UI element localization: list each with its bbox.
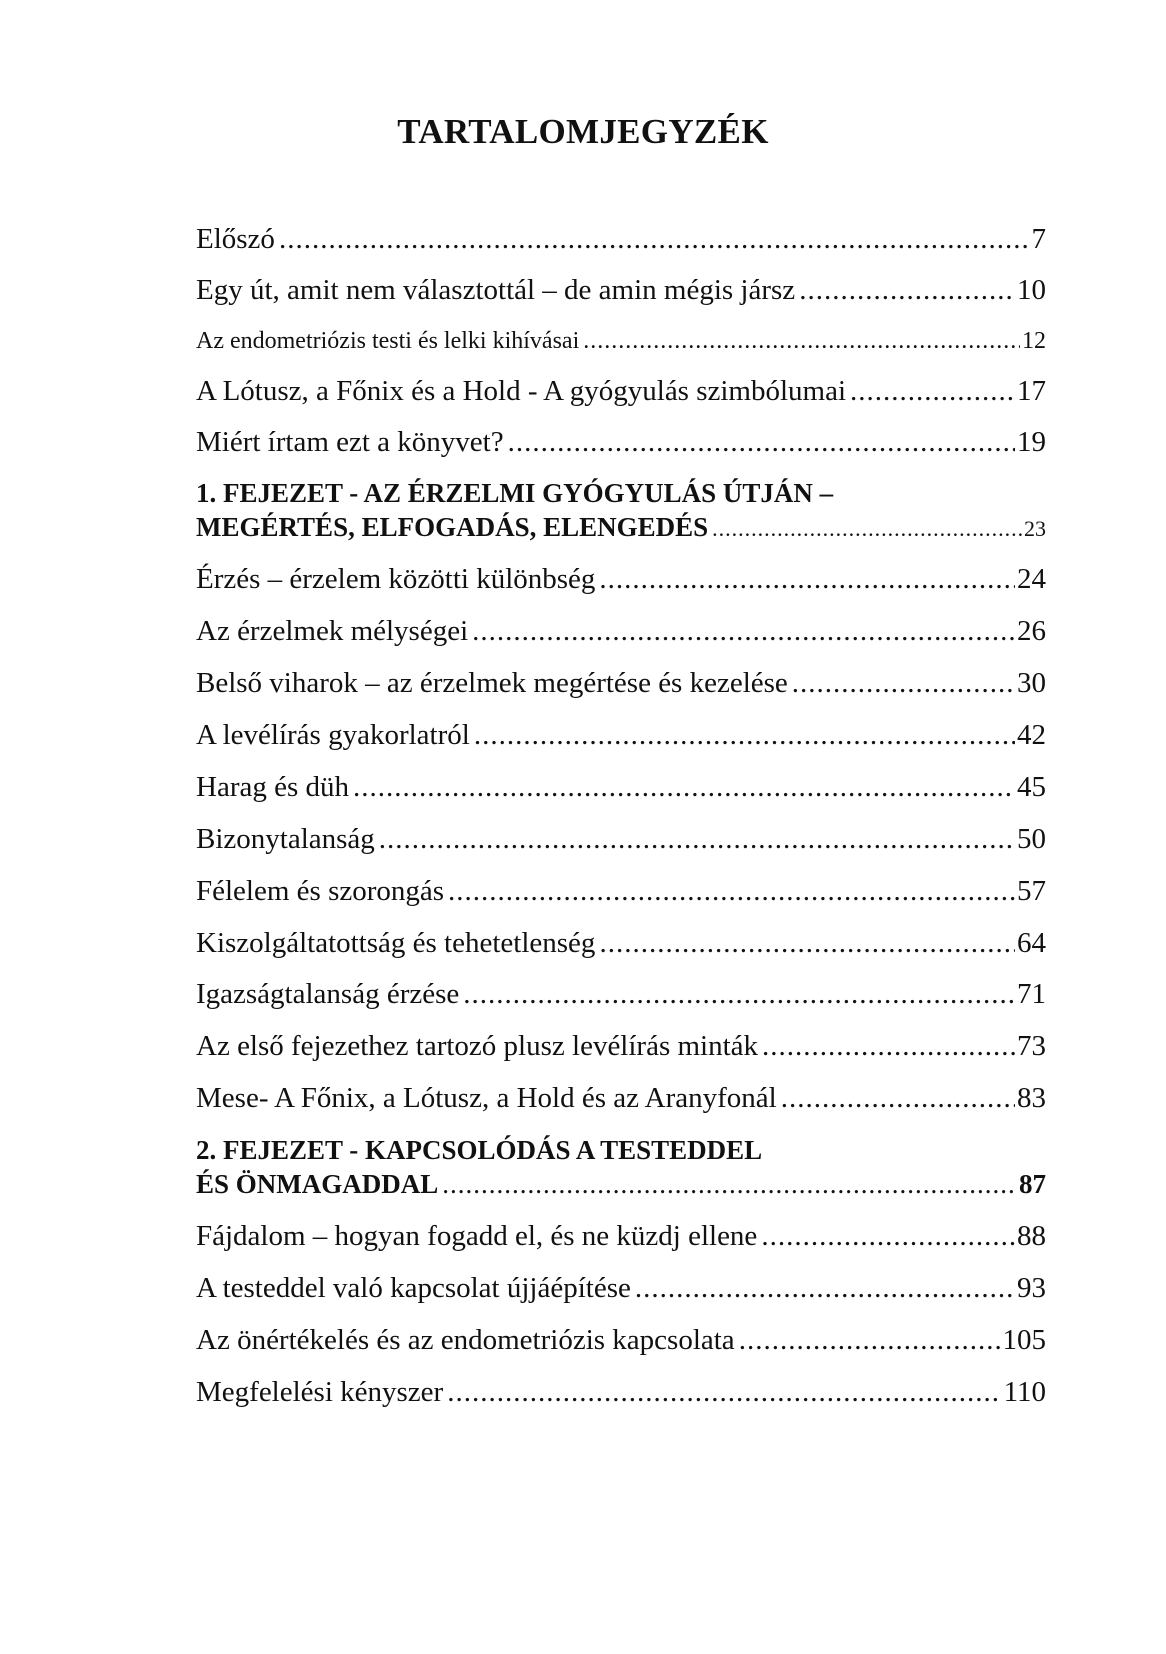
dot-leader [379, 822, 1015, 856]
toc-entry-label: Egy út, amit nem választottál – de amin mégis jársz [196, 274, 796, 306]
toc-entry[interactable] [196, 374, 1046, 408]
toc-entry-page: 87 [1019, 1169, 1046, 1199]
chapter-heading-line[interactable]: 2. FEJEZET - KAPCSOLÓDÁS A TESTEDDEL [196, 1135, 763, 1165]
toc-entry[interactable] [196, 666, 1046, 700]
toc-entry-label: Mese- A Főnix, a Lótusz, a Hold és az Aranyfonál [196, 1082, 777, 1114]
toc-entry-page: 105 [1002, 1324, 1046, 1356]
toc-entry-label: Az első fejezethez tartozó plusz levélírás minták [196, 1030, 759, 1062]
toc-entry-label: Belső viharok – az érzelmek megértése és kezelése [196, 667, 788, 699]
toc-entry[interactable] [196, 1271, 1046, 1305]
toc-entry-page: 42 [1017, 719, 1046, 751]
dot-leader [583, 324, 1020, 358]
toc-entry-page: 26 [1017, 615, 1046, 647]
dot-leader [599, 562, 1015, 596]
toc-entry[interactable] [196, 770, 1046, 804]
toc-chapter-entry[interactable] [196, 1167, 1046, 1201]
toc-entry-label: Fájdalom – hogyan fogadd el, és ne küzdj ellene [196, 1220, 758, 1252]
toc-entry-page: 88 [1017, 1220, 1046, 1252]
toc-entry[interactable] [196, 324, 1046, 358]
dot-leader [761, 1219, 1015, 1253]
toc-entry-page: 50 [1017, 823, 1046, 855]
toc-entry[interactable] [196, 1323, 1046, 1357]
toc-entry[interactable] [196, 822, 1046, 856]
toc-entry[interactable] [196, 222, 1046, 256]
toc-entry-page: 19 [1017, 426, 1046, 458]
toc-entry-page: 83 [1017, 1082, 1046, 1114]
toc-entry[interactable] [196, 718, 1046, 752]
dot-leader [463, 977, 1015, 1011]
toc-entry[interactable] [196, 614, 1046, 648]
toc-entry-label: ÉS ÖNMAGADDAL [196, 1169, 439, 1199]
toc-entry-page: 45 [1017, 771, 1046, 803]
toc-entry-label: A Lótusz, a Főnix és a Hold - A gyógyulás szimbólumai [196, 375, 847, 407]
toc-entry[interactable] [196, 1029, 1046, 1063]
dot-leader [781, 1081, 1015, 1115]
toc-entry-label: A levélírás gyakorlatról [196, 719, 470, 751]
toc-entry-page: 24 [1017, 563, 1046, 595]
page-title: TARTALOMJEGYZÉK [397, 112, 769, 151]
toc-entry[interactable] [196, 874, 1046, 908]
toc-entry[interactable] [196, 977, 1046, 1011]
dot-leader [739, 1323, 1001, 1357]
dot-leader [472, 614, 1015, 648]
toc-entry[interactable] [196, 1375, 1046, 1409]
toc-entry-label: Az érzelmek mélységei [196, 615, 469, 647]
toc-entry-page: 73 [1017, 1030, 1046, 1062]
dot-leader [279, 222, 1030, 256]
dot-leader [712, 512, 1022, 546]
toc-entry-label: Az endometriózis testi és lelki kihívásai [196, 328, 580, 354]
toc-entry[interactable] [196, 273, 1046, 307]
dot-leader [850, 374, 1015, 408]
dot-leader [799, 273, 1015, 307]
toc-entry-label: Harag és düh [196, 771, 350, 803]
chapter-heading-line[interactable]: 1. FEJEZET - AZ ÉRZELMI GYÓGYULÁS ÚTJÁN – [196, 478, 834, 508]
dot-leader [792, 666, 1015, 700]
toc-entry-label: Félelem és szorongás [196, 875, 445, 907]
toc-entry-label: MEGÉRTÉS, ELFOGADÁS, ELENGEDÉS [196, 512, 709, 542]
toc-entry-page: 93 [1017, 1272, 1046, 1304]
toc-entry-label: A testeddel való kapcsolat újjáépítése [196, 1272, 631, 1304]
toc-entry-label: Az önértékelés és az endometriózis kapcsolata [196, 1324, 735, 1356]
dot-leader [599, 926, 1015, 960]
toc-entry-page: 64 [1017, 927, 1046, 959]
dot-leader [448, 874, 1015, 908]
toc-entry-page: 110 [1003, 1376, 1046, 1408]
toc-entry-label: Kiszolgáltatottság és tehetetlenség [196, 927, 596, 959]
toc-entry[interactable] [196, 425, 1046, 459]
dot-leader [508, 425, 1015, 459]
toc-entry-page: 23 [1024, 516, 1046, 541]
dot-leader [447, 1375, 1001, 1409]
toc-entry[interactable] [196, 562, 1046, 596]
dot-leader [635, 1271, 1015, 1305]
toc-entry-label: Bizonytalanság [196, 823, 375, 855]
toc-entry-label: Megfelelési kényszer [196, 1376, 444, 1408]
toc-entry-label: Igazságtalanság érzése [196, 978, 460, 1010]
toc-entry[interactable] [196, 1081, 1046, 1115]
toc-entry[interactable] [196, 926, 1046, 960]
toc-entry-page: 71 [1017, 978, 1046, 1010]
toc-entry-page: 10 [1017, 274, 1046, 306]
toc-entry-page: 12 [1022, 328, 1046, 354]
toc-entry-page: 7 [1031, 223, 1046, 255]
dot-leader [762, 1029, 1015, 1063]
toc-entry-page: 30 [1017, 667, 1046, 699]
toc-entry-page: 57 [1017, 875, 1046, 907]
toc-entry[interactable] [196, 1219, 1046, 1253]
dot-leader [474, 718, 1015, 752]
toc-entry-label: Érzés – érzelem közötti különbség [196, 563, 596, 595]
toc-chapter-entry[interactable] [196, 510, 1046, 546]
dot-leader [442, 1167, 1017, 1201]
dot-leader [353, 770, 1015, 804]
toc-entry-label: Miért írtam ezt a könyvet? [196, 426, 504, 458]
toc-entry-label: Előszó [196, 223, 275, 255]
toc-entry-page: 17 [1017, 375, 1046, 407]
